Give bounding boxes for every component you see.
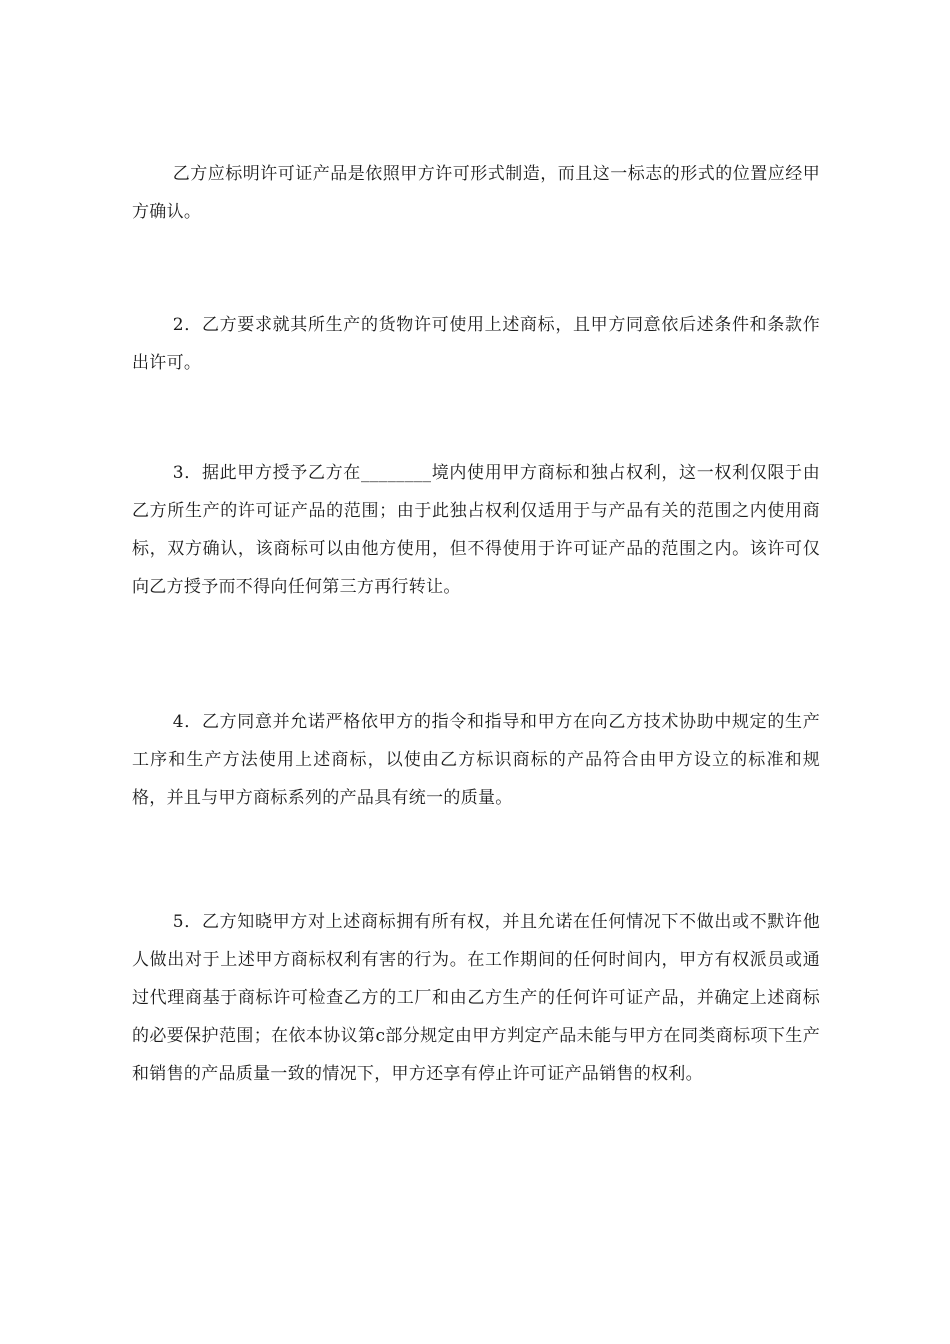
- paragraph-text: 2．乙方要求就其所生产的货物许可使用上述商标，且甲方同意依后述条件和条款作出许可。: [132, 315, 820, 373]
- paragraph-text: 乙方应标明许可证产品是依照甲方许可形式制造，而且这一标志的形式的位置应经甲方确认。: [132, 164, 820, 222]
- paragraph-clause-3: [132, 454, 820, 606]
- paragraph-text: 5．乙方知晓甲方对上述商标拥有所有权，并且允诺在任何情况下不做出或不默许他人做出对于上述甲方商标权利有害的行为。在工作期间的任何时间内，甲方有权派员或通过代理商基于商标许可检查乙方的工厂和由乙方生产的任何许可证产品，并确定上述商标的必要保护范围；在依本协议第c部分规定由甲方判定产品未能与甲方在同类商标项下生产和销售的产品质量一致的情况下，甲方还享有停止许可证产品销售的权利。: [132, 912, 820, 1084]
- paragraph-clause-2: [132, 306, 820, 382]
- paragraph-clause-4: [132, 703, 820, 817]
- paragraph-clause-5: [132, 903, 820, 1093]
- paragraph-text: 4．乙方同意并允诺严格依甲方的指令和指导和甲方在向乙方技术协助中规定的生产工序和生产方法使用上述商标，以使由乙方标识商标的产品符合由甲方设立的标准和规格，并且与甲方商标系列的产品具有统一的质量。: [132, 712, 820, 808]
- paragraph-intro: [132, 155, 820, 231]
- paragraph-text: 3．据此甲方授予乙方在________境内使用甲方商标和独占权利，这一权利仅限于由乙方所生产的许可证产品的范围；由于此独占权利仅适用于与产品有关的范围之内使用商标，双方确认，该商标可以由他方使用，但不得使用于许可证产品的范围之内。该许可仅向乙方授予而不得向任何第三方再行转让。: [132, 463, 820, 597]
